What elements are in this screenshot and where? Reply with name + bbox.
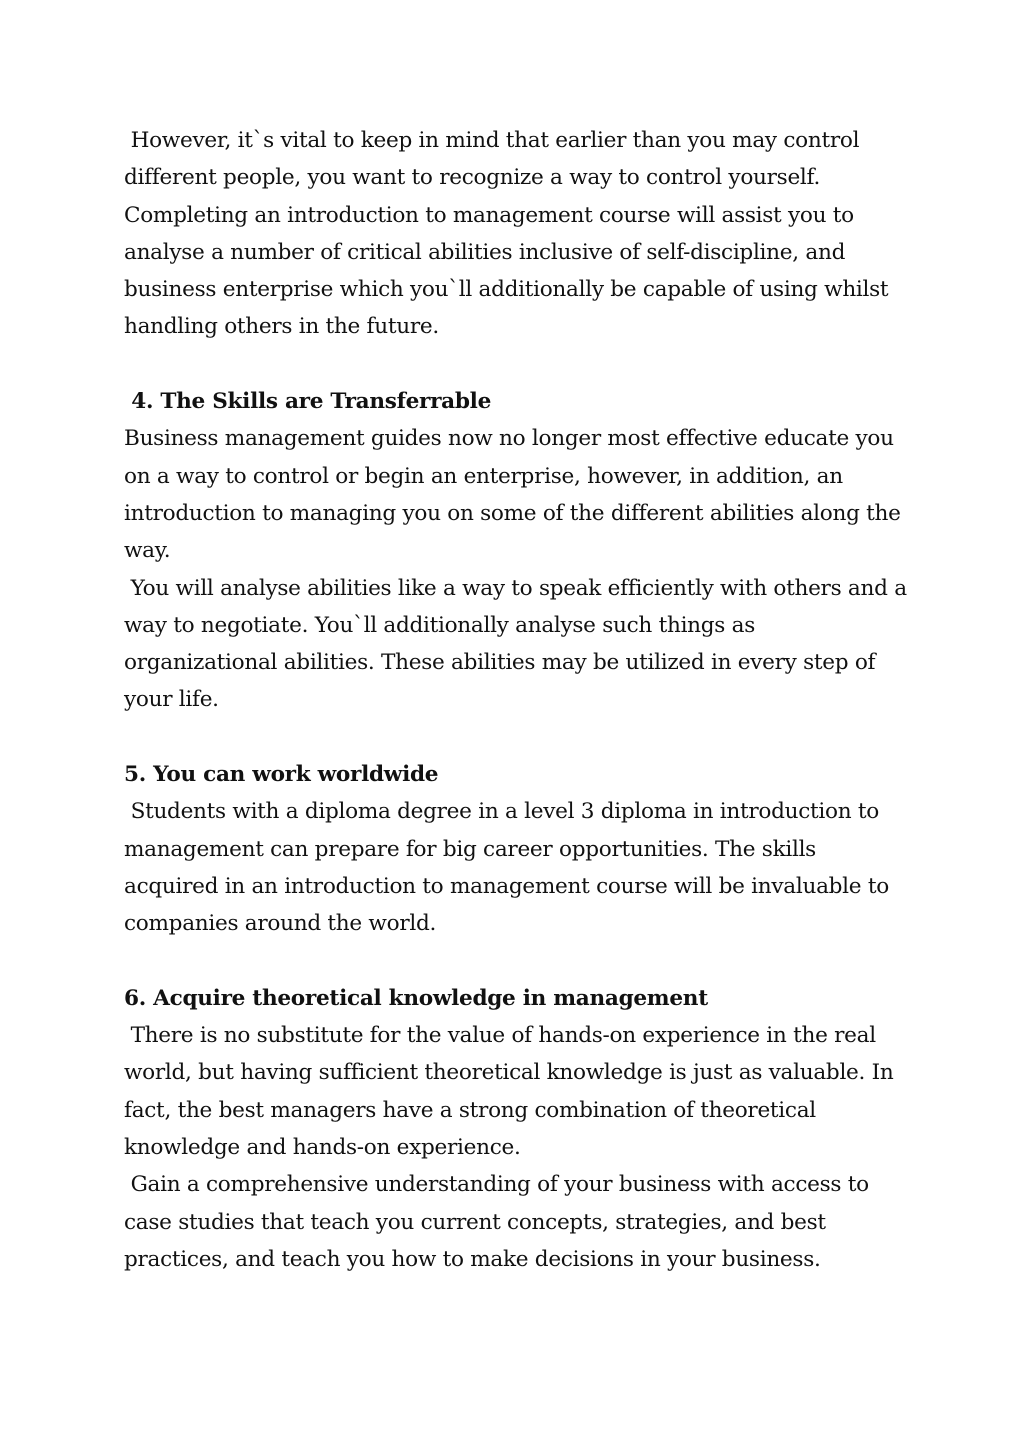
section-heading-work-worldwide: 5. You can work worldwide [124, 762, 439, 788]
section-spacer [124, 346, 914, 383]
section-heading-theoretical-knowledge: 6. Acquire theoretical knowledge in management [124, 985, 708, 1011]
section-spacer [124, 943, 914, 980]
intro-paragraph: However, it`s vital to keep in mind that earlier than you may control different people, you want to recognize a way to control yourself. Completing an introduction to management course will assist you to analyse a number of critical abilities inclusive of self-discipline, and business enterprise which you`ll additionally be capable of using whilst handling others in the future. [124, 128, 895, 340]
theoretical-knowledge-paragraph-2: Gain a comprehensive understanding of your business with access to case studies that teach you current concepts, strategies, and best practices, and teach you how to make decisions in your business. [124, 1172, 876, 1272]
transferrable-skills-paragraph-1: Business management guides now no longer most effective educate you on a way to control or begin an enterprise, however, in addition, an introduction to managing you on some of the different abilities along the way. [124, 426, 908, 564]
work-worldwide-paragraph: Students with a diploma degree in a level 3 diploma in introduction to management can prepare for big career opportunities. The skills acquired in an introduction to management course will be invaluable to companies around the world. [124, 799, 896, 937]
theoretical-knowledge-paragraph-1: There is no substitute for the value of hands-on experience in the real world, but having sufficient theoretical knowledge is just as valuable. In fact, the best managers have a strong combination of theoretical knowledge and hands-on experience. [124, 1023, 901, 1161]
section-heading-transferrable-skills: 4. The Skills are Transferrable [124, 389, 492, 415]
transferrable-skills-paragraph-2: You will analyse abilities like a way to speak efficiently with others and a way to negotiate. You`ll additionally analyse such things as organizational abilities. These abilities may be utilized in every step of your life. [124, 575, 914, 713]
section-spacer [124, 719, 914, 756]
document-page [124, 122, 914, 1278]
